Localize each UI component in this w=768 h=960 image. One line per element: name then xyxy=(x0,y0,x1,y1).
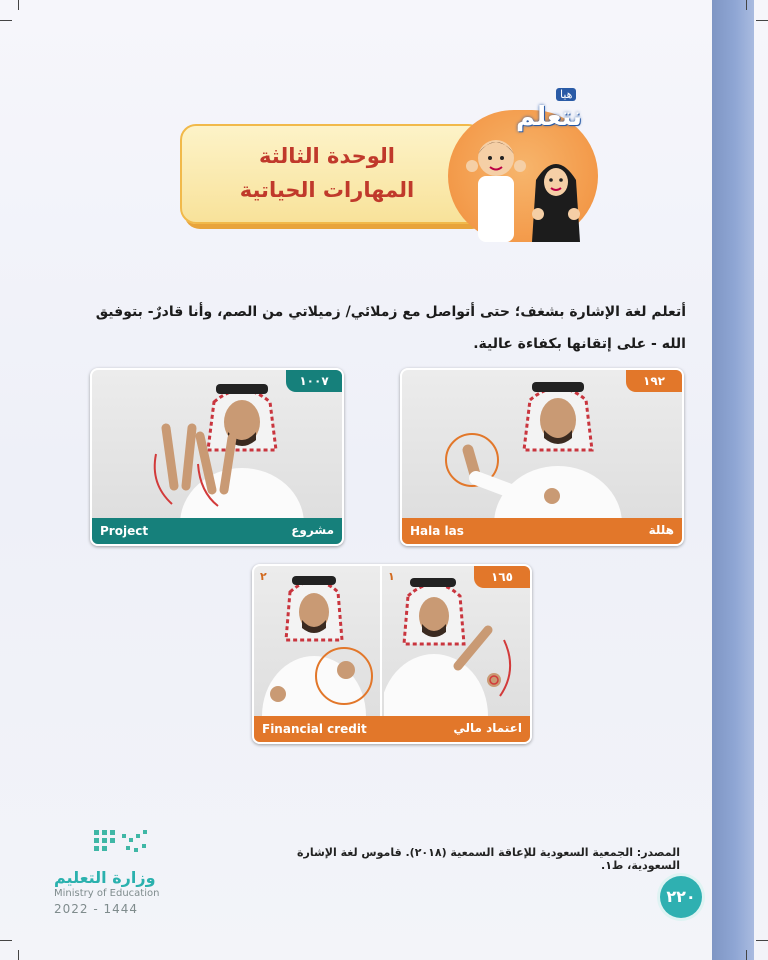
source-citation: المصدر: الجمعية السعودية للإعاقة السمعية (٢٠١٨). قاموس لغة الإشارة السعودية، ط١. xyxy=(297,846,680,872)
ministry-name-arabic: وزارة التعليم xyxy=(54,868,156,887)
badge-title: نتعلم xyxy=(516,102,583,132)
unit-title: الوحدة الثالثة xyxy=(259,144,395,168)
ministry-name-english: Ministry of Education xyxy=(54,888,160,899)
ministry-logo-icon xyxy=(92,826,152,862)
sign-number: ١٠٠٧ xyxy=(286,370,342,392)
sign-label-arabic: هللة xyxy=(648,523,674,537)
sign-card-halalas xyxy=(400,368,684,546)
sign-label-english: Project xyxy=(100,524,149,538)
unit-banner xyxy=(180,124,484,224)
sign-label-bar xyxy=(254,716,530,742)
sign-number: ١٦٥ xyxy=(474,566,530,588)
sign-card-financial-credit xyxy=(252,564,532,744)
sign-label-arabic: مشروع xyxy=(291,523,334,537)
panel-divider xyxy=(380,566,382,716)
decorative-side-strip xyxy=(712,0,754,960)
page-number: ٢٢٠ xyxy=(660,876,702,918)
intro-paragraph: أتعلم لغة الإشارة بشغف؛ حتى أتواصل مع زملائي/ زميلاتي من الصم، وأنا قادرٌ- بتوفيق الله - على إتقانها بكفاءة عالية. xyxy=(95,304,686,352)
crop-mark xyxy=(756,940,768,941)
crop-mark xyxy=(0,940,12,941)
signer-illustration-step-2 xyxy=(256,570,380,716)
signer-illustration-step-1 xyxy=(384,570,524,716)
crop-mark xyxy=(746,0,747,10)
crop-mark xyxy=(756,20,768,21)
sign-label-bar xyxy=(92,518,342,544)
panel-number-1: ١ xyxy=(388,570,395,583)
unit-subtitle: المهارات الحياتية xyxy=(239,178,415,202)
panel-number-2: ٢ xyxy=(260,570,267,583)
signer-illustration xyxy=(142,374,342,524)
badge-small-label: هيا xyxy=(556,88,576,101)
sign-label-english: Financial credit xyxy=(262,722,367,736)
signer-illustration xyxy=(432,374,662,524)
sign-number: ١٩٢ xyxy=(626,370,682,392)
sign-label-bar xyxy=(402,518,682,544)
crop-mark xyxy=(0,20,12,21)
crop-mark xyxy=(18,0,19,10)
edition-year: 2022 - 1444 xyxy=(54,902,139,916)
crop-mark xyxy=(746,950,747,960)
sign-label-arabic: اعتماد مالي xyxy=(453,721,522,735)
crop-mark xyxy=(18,950,19,960)
sign-label-english: Hala las xyxy=(410,524,464,538)
sign-card-project xyxy=(90,368,344,546)
